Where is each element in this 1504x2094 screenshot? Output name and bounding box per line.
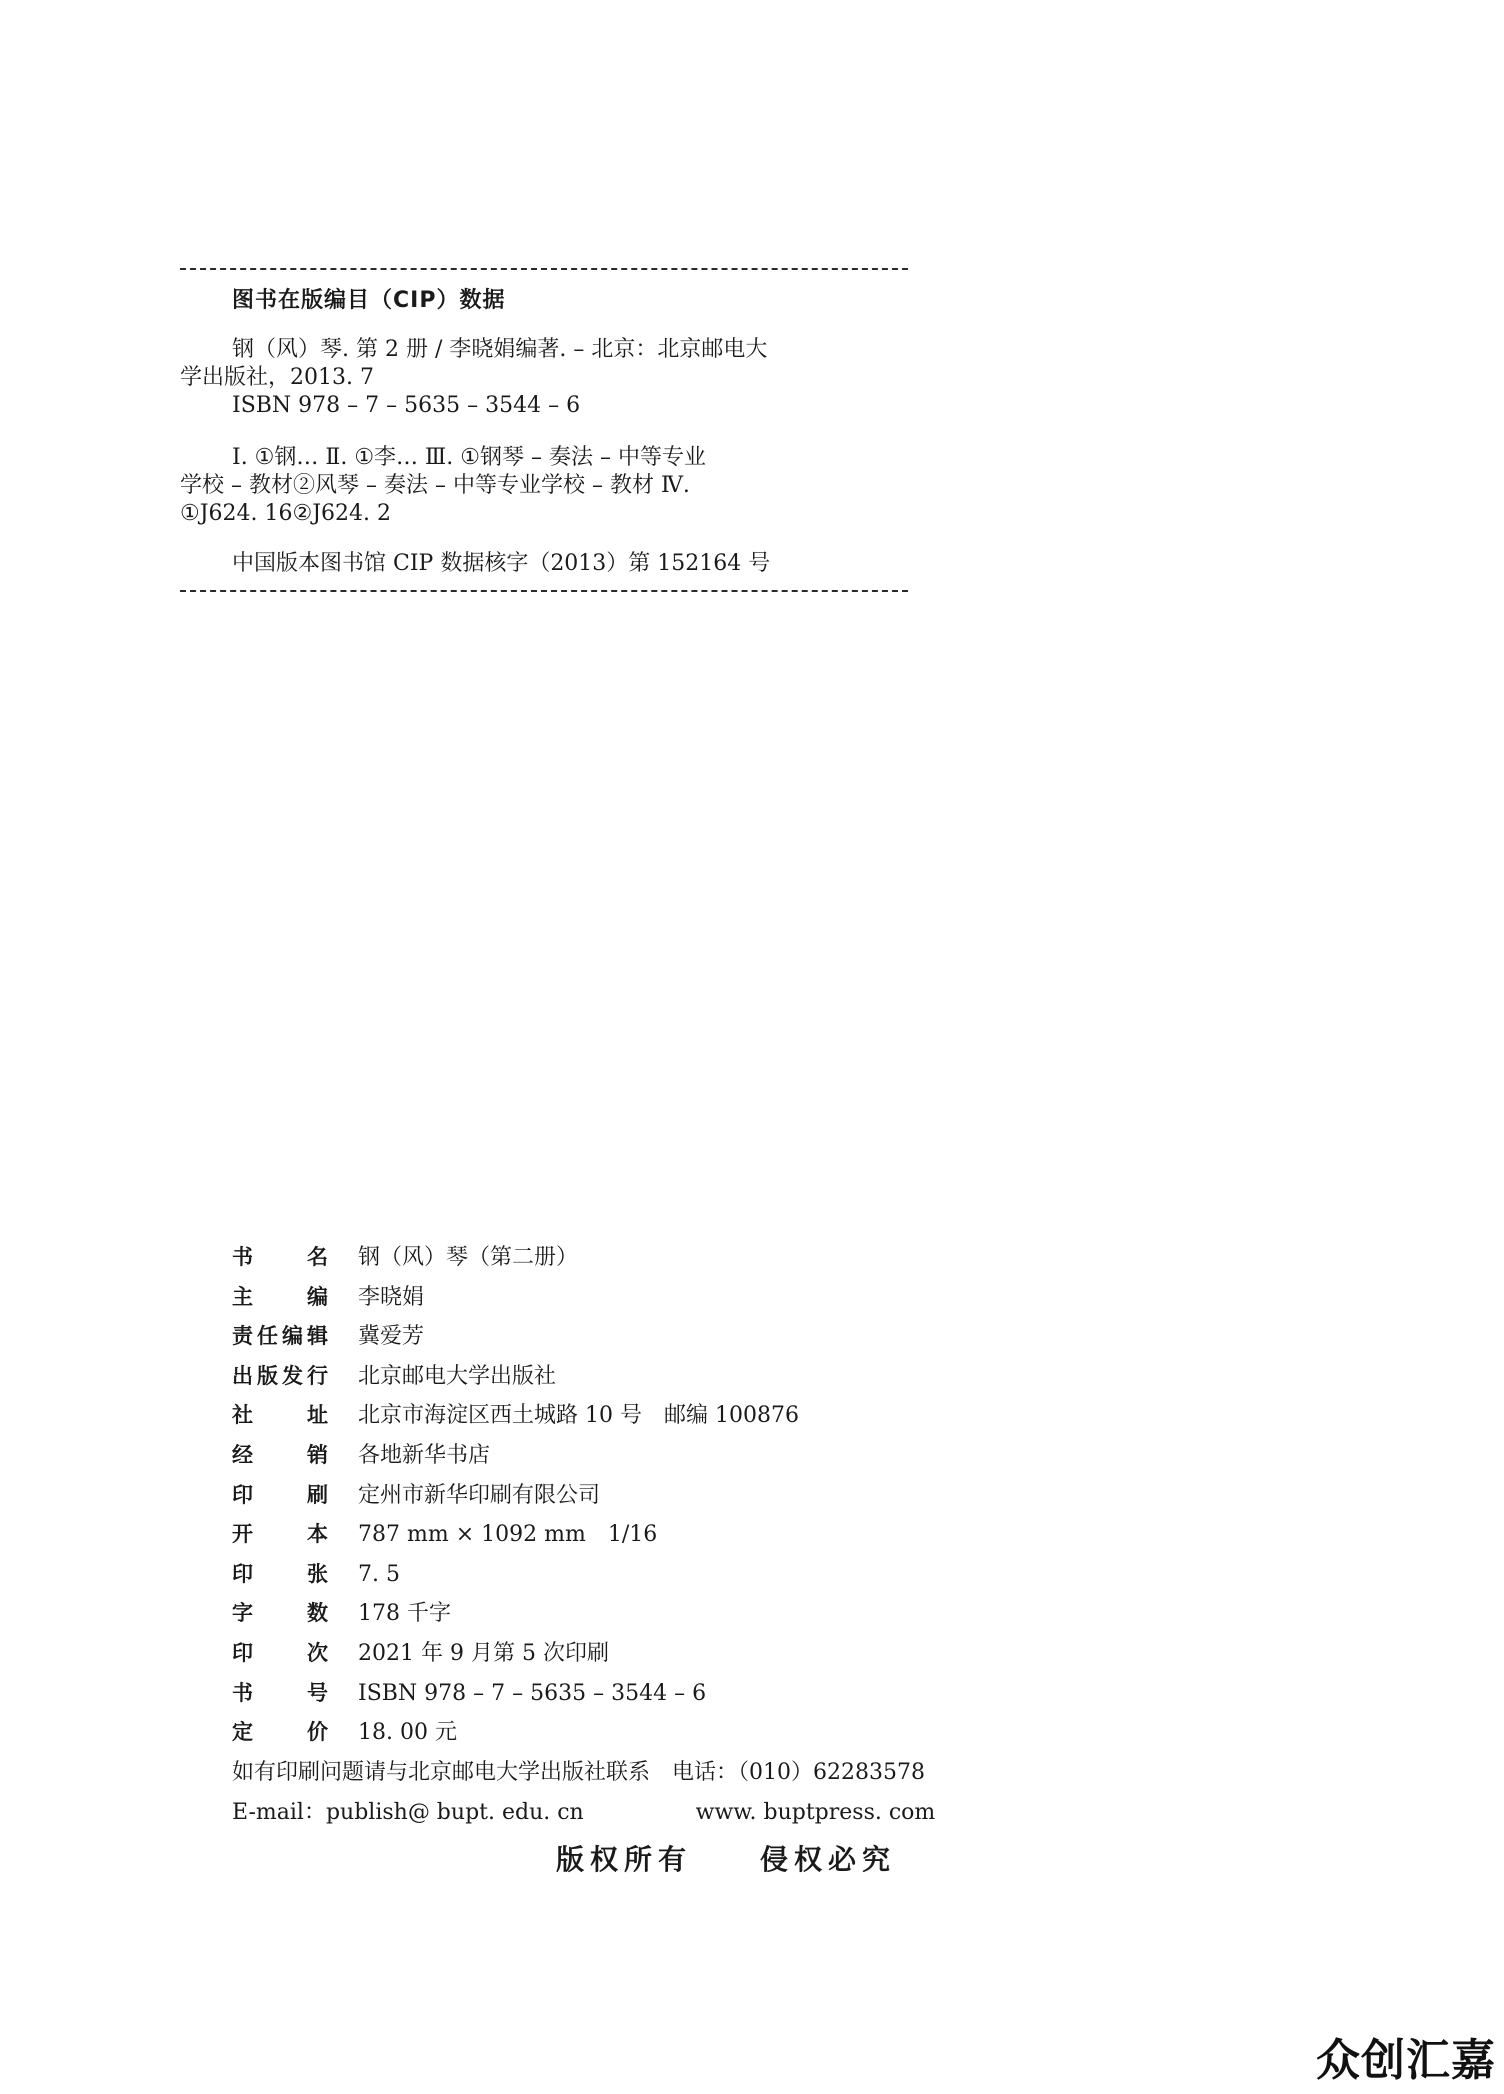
colophon-row [232, 1278, 1032, 1318]
colophon-value: 2021 年 9 月第 5 次印刷 [358, 1640, 609, 1666]
colophon-label-char: 经 [232, 1442, 253, 1467]
colophon-label [232, 1396, 328, 1436]
colophon-label-char: 行 [307, 1363, 328, 1388]
colophon-row [232, 1555, 1032, 1595]
colophon-value: 北京邮电大学出版社 [358, 1363, 557, 1389]
colophon-label [232, 1476, 328, 1516]
colophon-value: 787 mm × 1092 mm 1/16 [358, 1522, 658, 1548]
colophon-value: 7. 5 [358, 1561, 400, 1587]
colophon-label-char: 任 [257, 1324, 278, 1349]
colophon-label-char: 张 [307, 1561, 328, 1586]
colophon-row [232, 1594, 1032, 1634]
colophon-row [232, 1515, 1032, 1555]
dashed-rule-top [180, 268, 908, 270]
colophon-value: 李晓娟 [358, 1284, 425, 1310]
colophon-label-char: 定 [232, 1720, 253, 1745]
cip-entry-line: 钢（风）琴. 第 2 册 / 李晓娟编著. – 北京：北京邮电大 [232, 337, 768, 362]
colophon-label [232, 1436, 328, 1476]
colophon-label [232, 1713, 328, 1753]
colophon-label [232, 1555, 328, 1595]
colophon-value: 北京市海淀区西土城路 10 号 邮编 100876 [358, 1403, 799, 1429]
colophon-label-char: 次 [307, 1640, 328, 1665]
colophon-label-char: 字 [232, 1601, 253, 1626]
cip-library [180, 550, 908, 578]
colophon-label [232, 1278, 328, 1318]
cip-entry [180, 336, 908, 420]
colophon-label-char: 书 [232, 1245, 253, 1269]
colophon-label-char: 编 [307, 1284, 328, 1309]
colophon-row [232, 1713, 1032, 1753]
cip-block [180, 268, 908, 592]
colophon-label-char: 版 [257, 1363, 278, 1388]
colophon-row [232, 1396, 1032, 1436]
colophon-label-char: 号 [307, 1680, 328, 1705]
colophon-row [232, 1674, 1032, 1714]
colophon-value: 18. 00 元 [358, 1720, 457, 1746]
colophon-row [232, 1238, 1032, 1278]
colophon-rows [232, 1238, 1032, 1753]
colophon-label-char: 开 [232, 1522, 253, 1547]
colophon-label-char: 刷 [307, 1482, 328, 1507]
dashed-rule-bottom [180, 590, 908, 592]
colophon-label-char: 社 [232, 1403, 253, 1428]
colophon-label [232, 1594, 328, 1634]
colophon [232, 1238, 1032, 1833]
colophon-label-char: 销 [307, 1442, 328, 1467]
colophon-row [232, 1476, 1032, 1516]
colophon-label-char: 价 [307, 1720, 328, 1745]
colophon-label [232, 1238, 328, 1278]
colophon-label-char: 印 [232, 1561, 253, 1586]
colophon-label-char: 辑 [307, 1324, 328, 1349]
colophon-label-char: 编 [282, 1324, 303, 1349]
cip-library-line: 中国版本图书馆 CIP 数据核字（2013）第 152164 号 [232, 551, 771, 576]
colophon-label [232, 1634, 328, 1674]
colophon-label-char: 名 [307, 1245, 328, 1269]
colophon-value: 各地新华书店 [358, 1442, 491, 1468]
cip-subject-line: ①J624. 16②J624. 2 [180, 501, 392, 526]
colophon-label-char: 发 [282, 1363, 303, 1388]
colophon-row [232, 1357, 1032, 1397]
colophon-row [232, 1436, 1032, 1476]
colophon-label [232, 1674, 328, 1714]
colophon-label-char: 本 [307, 1522, 328, 1547]
colophon-value: 冀爱芳 [358, 1324, 425, 1350]
colophon-row [232, 1317, 1032, 1357]
copyright-notice: 版权所有 侵权必究 [556, 1843, 897, 1876]
colophon-label-char: 主 [232, 1284, 253, 1309]
contact-web-line: E-mail：publish@ bupt. edu. cn www. buptpress. com [232, 1799, 936, 1825]
colophon-value: 178 千字 [358, 1601, 451, 1627]
colophon-row [232, 1634, 1032, 1674]
colophon-label-char: 印 [232, 1640, 253, 1665]
colophon-label [232, 1317, 328, 1357]
colophon-label-char: 责 [232, 1324, 253, 1349]
cip-subjects [180, 444, 908, 528]
watermark-logo: 众创汇嘉 [1316, 2035, 1496, 2086]
contact-phone-line: 如有印刷问题请与北京邮电大学出版社联系 电话：（010）62283578 [232, 1759, 925, 1785]
cip-entry-line: 学出版社，2013. 7 [180, 365, 374, 390]
colophon-value: 钢（风）琴（第二册） [358, 1245, 579, 1270]
colophon-label [232, 1357, 328, 1397]
cip-subject-line: 学校 – 教材②风琴 – 奏法 – 中等专业学校 – 教材 Ⅳ. [180, 473, 690, 498]
colophon-label-char: 数 [307, 1601, 328, 1626]
colophon-value: ISBN 978 – 7 – 5635 – 3544 – 6 [358, 1680, 707, 1706]
cip-isbn-line: ISBN 978 – 7 – 5635 – 3544 – 6 [232, 393, 581, 418]
colophon-label [232, 1515, 328, 1555]
colophon-label-char: 书 [232, 1680, 253, 1705]
cip-subject-line: Ⅰ. ①钢… Ⅱ. ①李… Ⅲ. ①钢琴 – 奏法 – 中等专业 [232, 445, 706, 470]
colophon-value: 定州市新华印刷有限公司 [358, 1482, 601, 1508]
colophon-label-char: 出 [232, 1363, 253, 1388]
colophon-label-char: 印 [232, 1482, 253, 1507]
cip-title: 图书在版编目（CIP）数据 [232, 288, 506, 313]
colophon-label-char: 址 [307, 1403, 328, 1428]
